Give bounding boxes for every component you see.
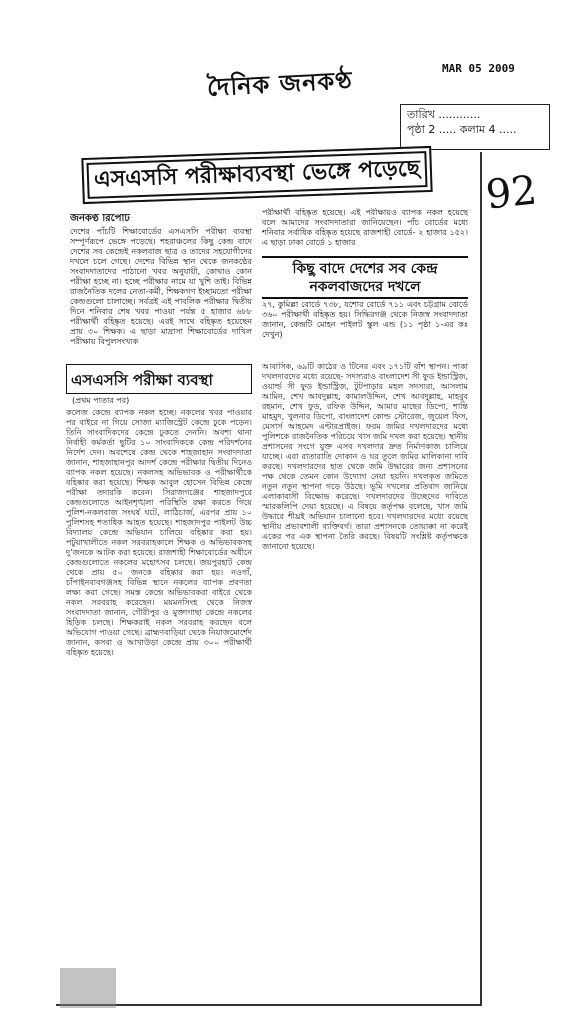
ref-date-line: তারিখ ............ [407, 108, 481, 121]
article-headline: এসএসসি পরীক্ষাব্যবস্থা ভেঙ্গে পড়েছে [81, 146, 432, 204]
blurred-stamp [60, 968, 116, 1008]
continuation-left-column: কলেজ কেন্দ্রে ব্যাপক নকল হচ্ছে। নকলের খবর পাওয়ার পর বাইরে না গিয়ে সোজা ম্যাজিস্ট্রেট কেন্দ্রে ঢুকে পড়েন। তিনি সাংবাদিকদের কেন্দ্রে ঢুকতে দেননি। অবশ্য থানা নির্বাহী কর্মকর্তা ছুটির ১০ সাংবাদিককে কেন্দ্র পরিদর্শনের নির্দেশ দেন। অবশেষে কেন্দ্র থেকে শাহজাহান সংবাদদাতা জানান, শাহজাহানপুর আদর্শ কেন্দ্রে পরীক্ষার দ্বিতীয় দিনেও ব্যাপক নকল হয়েছে। নকলসহ অভিভাবক ও পরীক্ষার্থীকে বহিষ্কার করা হয়েছে। শিক্ষক আবুল হোসেন বিভিন্ন কেন্দ্রে পরীক্ষা তদারকি করেন। সিরাজগঞ্জের শাহজাদপুরে কেন্দ্রগুলোতে আইনশৃঙ্খলা পরিস্থিতি রক্ষা করতে গিয়ে পুলিশ-নকলবাজ সংঘর্ষ ঘটে, লাঠিচার্জ, এরপর প্রায় ১০ পুলিশসহ শতাধিক আহত হয়েছে। শাহজাদপুর পাইলট উচ্চ বিদ্যালয় কেন্দ্রে অভিযান চালিয়ে বহিষ্কার করা হয়। পটুয়াখালীতে নকল সরবরাহকালে শিক্ষক ও অভিভাবকসহ দু’জনকে আটক করা হয়েছে। রাজশাহী শিক্ষাবোর্ডের অধীনে কেন্দ্রগুলোতে নকলের মহোৎসব চলছে। জয়পুরহাট কেন্দ্র থেকে প্রায় ৫০ জনকে বহিষ্কার করা হয়। নওগাঁ, চাঁপাইনবাবগঞ্জসহ বিভিন্ন স্থানে নকলের ব্যাপক প্রবণতা লক্ষ্য করা গেছে। সমস্ত কেন্দ্রে অভিভাবকরা বাইরে থেকে নকল সরবরাহ করেছেন। ময়মনসিংহ থেকে নিজস্ব সংবাদদাতা জানান, গৌরীপুর ও মুক্তাগাছা কেন্দ্রে নকলের হিড়িক চলছে। শিক্ষকরাই নকল সরবরাহ করছেন বলে অভিযোগ পাওয়া গেছে। ব্রাহ্মণবাড়িয়া থেকে নিয়াজমোর্শেদ জানান, কসবা ও আখাউড়া কেন্দ্রে প্রায় ৩০০ পরীক্ষার্থী বহিষ্কৃত হয়েছে। [66, 408, 252, 657]
continuation-right-column: আবাসিক, ৬৯টি কাঠের ও টিনের এবং ১৭১টি বাঁশ স্থাপন। পাকা দখলদারদের মধ্যে রয়েছে- সদস্যরাও বাংলাদেশ সী ফুড ইন্ডাস্ট্রিজ, ওয়ার্ল্ড সী ফুড ইন্ডাস্ট্রিজ, টুটপাড়ার মহল সদস্যরা, আসলাম আমিন, শেখ আবদুল্লাহ, কামালউদ্দিন, শেখ আবদুল্লাহ, মাহবুব রহমান, শেখ ফুড, রফিক উদ্দিন, আমার মাছের ডিপো, শান্তি মাহমুদ, খুলনার ডিপো, বাংলাদেশ কোল্ড স্টোরেজ, জুয়েল ফিস, মেসার্স আহমেদ এন্টারপ্রাইজ। ফরম জমির দখলদারদের মধ্যে পুলিশকে রাজনৈতিক পরিচয়ে খাস জমি দখল করা হয়েছে। স্থানীয় প্রশাসনের সংগে যুক্ত এসব দখলদার দ্রুত নির্মাণকাজ চালিয়ে যাচ্ছে। এরা রাতারাতি দোকান ও ঘর তুলে জমির মালিকানা দাবি করছে। দখলদারদের হাত থেকে জমি উদ্ধারের জন্য প্রশাসনের পক্ষ থেকে তেমন কোন উদ্যোগ নেয়া হয়নি। দখলকৃত জমিতে নতুন নতুন স্থাপনা গড়ে উঠছে। ভূমি দখলের প্রতিবাদ জানিয়ে এলাকাবাসী বিক্ষোভ করেছে। দখলদারদের উচ্ছেদের দাবিতে স্মারকলিপি দেয়া হয়েছে। এ বিষয়ে কর্তৃপক্ষ বলেছে, খাস জমি উদ্ধারে শীঘ্রই অভিযান চালানো হবে। দখলদারদের মধ্যে রয়েছে স্থানীয় প্রভাবশালী ব্যক্তিবর্গ। তারা প্রশাসনকে তোয়াক্কা না করেই একের পর এক স্থাপনা তৈরি করছে। বিষয়টি সংশ্লিষ্ট কর্তৃপক্ষকে জানানো হয়েছে। [262, 362, 468, 551]
side-headline: কিছু বাদে দেশের সব কেন্দ্র নকলবাজদের দখলে [292, 261, 438, 295]
right-top-column: পরীক্ষার্থী বহিষ্কৃত হয়েছে। এই পরীক্ষায়ও ব্যাপক নকল হয়েছে বলে আমাদের সংবাদদাতারা জানিয়েছেন। পাঁচ বোর্ডের মধ্যে শনিবার সর্বাধিক বহিষ্কৃত হয়েছে রাজশাহী বোর্ডে- ২ হাজার ১৫২। এ ছাড়া ঢাকা বোর্ডে ১ হাজার [262, 208, 468, 247]
lead-column [70, 214, 252, 350]
date-stamp: MAR 05 2009 [442, 62, 515, 75]
newspaper-masthead: দৈনিক জনকণ্ঠ [206, 65, 354, 102]
ref-page-column-line: পৃষ্ঠা 2 ..... কলাম 4 ..... [407, 123, 517, 136]
divider-rule [262, 297, 468, 299]
divider-rule [262, 256, 468, 258]
side-body: ২৭, কুমিল্লা বোর্ডে ৭৩৮, যশোর বোর্ডে ৭১১ এবং চট্টগ্রাম বোর্ডে ৩৬০ পরীক্ষার্থী বহিষ্কৃত হয়। সিদ্ধিরগঞ্জ থেকে নিজস্ব সংবাদদাতা জানান, কেন্দ্রটি মোহন পাইলট স্কুল এন্ড (১১ পৃষ্ঠা ১-এর কঃ দেখুন) [262, 300, 468, 339]
byline: জনকণ্ঠ রিপোর্ট [70, 214, 130, 224]
handwritten-number: 92 [483, 167, 540, 219]
continuation-heading-box [66, 364, 252, 394]
lead-paragraph: দেশের পাঁচটি শিক্ষাবোর্ডের এসএসসি পরীক্ষা ব্যবস্থা সম্পূর্ণরূপে ভেঙ্গে পড়েছে। শহরাঞ্চলের কিছু কেন্দ্র বাদে দেশের সব কেন্দ্রেই নকলবাজ ছাত্র ও তাদের সহযোগীদের দখলে চলে গেছে। দেশের বিভিন্ন স্থান থেকে জনকণ্ঠের সংবাদদাতাদের পাঠানো খবর অনুযায়ী, কোথাও কোন পরীক্ষা হচ্ছে না। হচ্ছে পরীক্ষার নামে যা খুশি তাই। বিভিন্ন রাজনৈতিক দলের নেতা-কর্মী, শিক্ষকগণ ইচ্ছামতো পরীক্ষা কেন্দ্রগুলো চালাচ্ছে। সর্বত্রই এই পাবলিক পরীক্ষার দ্বিতীয় দিনে শনিবার শেষ খবর পাওয়া পর্যন্ত ৫ হাজার ৬৮৮ পরীক্ষার্থী বহিষ্কৃত হয়েছে। এরই সাথে বহিষ্কৃত হয়েছেন প্রায় ৩০ শিক্ষক। এ ছাড়া মাদ্রাসা শিক্ষাবোর্ডের দাখিল পরীক্ষায় বিপুলসংখ্যক [70, 227, 252, 346]
reference-box [400, 104, 550, 150]
continuation-heading: এসএসসি পরীক্ষা ব্যবস্থা [71, 371, 213, 389]
continuation-subline: (প্রথম পাতার পর) [72, 396, 130, 405]
